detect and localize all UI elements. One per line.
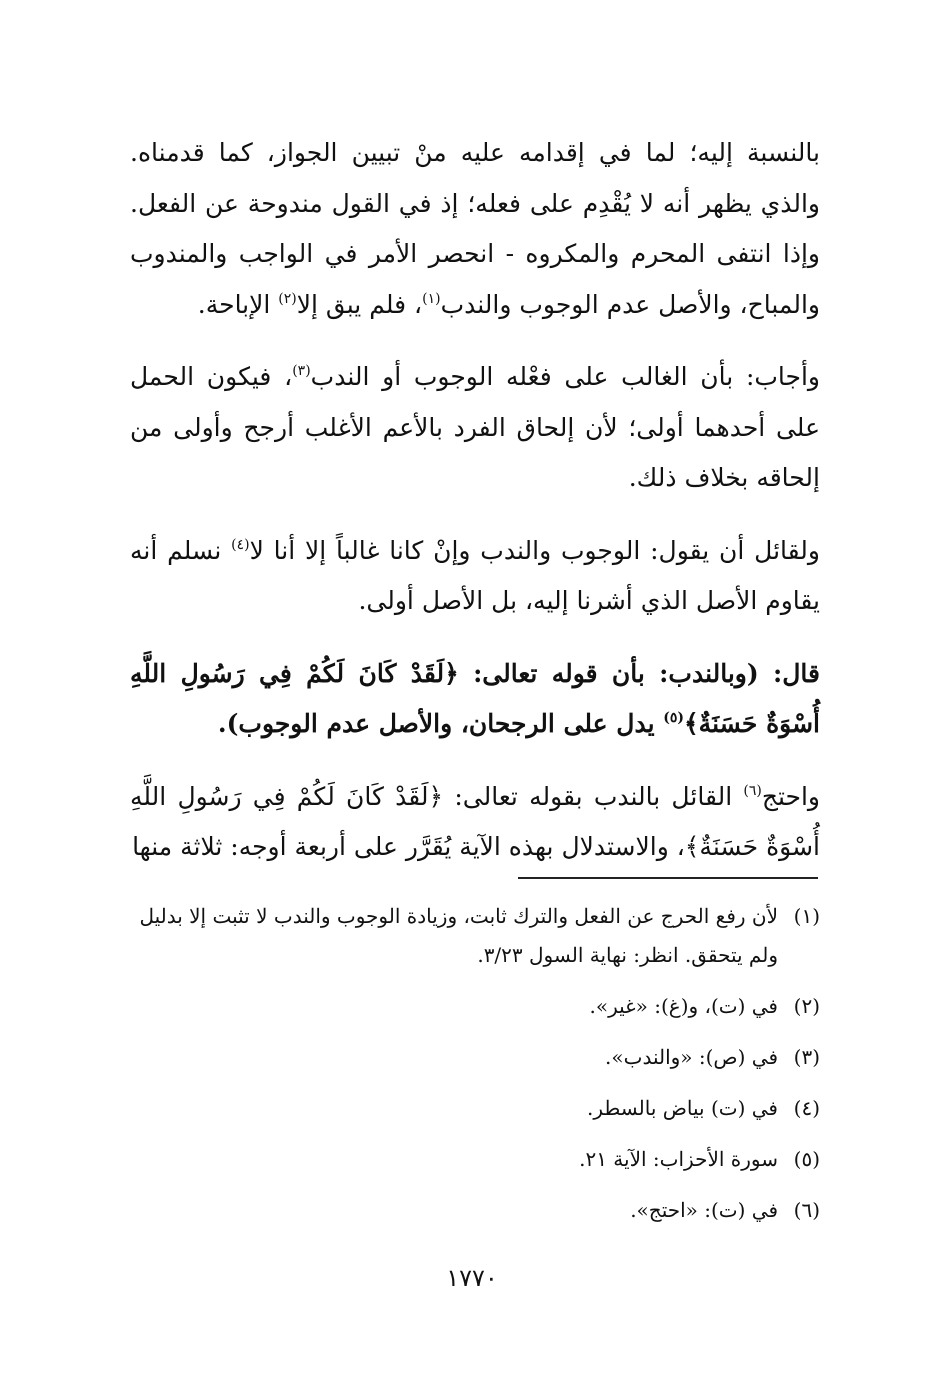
footnote	[130, 1089, 820, 1128]
paragraph	[130, 772, 820, 873]
footnote-number: (٥)	[793, 1147, 820, 1171]
main-text	[130, 128, 820, 873]
paragraph-text: ، فيكون الحمل على أحدهما أولى؛ لأن إلحاق الفرد بالأعم الأغلب أرجح وأولى من إلحاقه بخلاف ذلك.	[130, 362, 820, 492]
footnote-text: في (ت): «احتج».	[630, 1198, 778, 1222]
footnote	[130, 897, 820, 975]
footnote-text: في (ت) بياض بالسطر.	[586, 1096, 778, 1120]
paragraph-text: ، فلم يبق إلا	[296, 289, 423, 319]
footnote-ref: (١)	[422, 290, 441, 307]
paragraph-text: القائل بالندب بقوله تعالى: ﴿لَقَدْ كَانَ لَكُمْ فِي رَسُولِ اللَّهِ أُسْوَةٌ حَسَنَةٌ﴾، والاستدلال بهذه الآية يُقَرَّر على أربعة أوجه: ثلاثة منها	[130, 781, 820, 861]
paragraph	[130, 352, 820, 504]
paragraph-text: يدل على الرجحان، والأصل عدم الوجوب).	[217, 709, 664, 738]
footnote-number: (٤)	[793, 1096, 820, 1120]
footnote-text: لأن رفع الحرج عن الفعل والترك ثابت، وزيادة الوجوب والندب لا تثبت إلا بدليل	[139, 904, 778, 928]
quoted-matn	[130, 649, 820, 750]
paragraph-text: الإباحة.	[197, 289, 279, 319]
footnote-number: (٦)	[793, 1198, 820, 1222]
paragraph-text: قال: (وبالندب: بأن قوله تعالى: ﴿لَقَدْ كَانَ لَكُمْ فِي رَسُولِ اللَّهِ أُسْوَةٌ حَسَنَةٌ﴾	[130, 658, 820, 738]
footnote	[130, 1140, 820, 1179]
paragraph-text: وأجاب: بأن الغالب على فعْله الوجوب أو الندب	[310, 362, 821, 391]
footnotes	[130, 897, 820, 1242]
footnote-text: في (ت)، و(غ): «غير».	[589, 994, 778, 1018]
footnote-ref: (٦)	[743, 782, 762, 799]
footnote-number: (٣)	[793, 1045, 820, 1069]
footnote-divider	[518, 877, 818, 879]
footnote	[130, 987, 820, 1026]
paragraph	[130, 526, 820, 627]
footnote-text: سورة الأحزاب: الآية ٢١.	[579, 1147, 778, 1171]
footnote-number: (٢)	[793, 994, 820, 1018]
page-number: ١٧٧٠	[446, 1264, 498, 1292]
footnote-text: ولم يتحقق. انظر: نهاية السول ٣/٢٣.	[477, 943, 778, 967]
paragraph	[130, 128, 820, 330]
footnote-ref: (٥)	[663, 710, 685, 726]
footnote-ref: (٣)	[292, 363, 311, 379]
footnote	[130, 1191, 820, 1230]
footnote-number: (١)	[793, 904, 820, 928]
paragraph-text: واحتج	[761, 781, 820, 811]
paragraph-text: بالنسبة إليه؛ لما في إقدامه عليه منْ تبيين الجواز، كما قدمناه. والذي يظهر أنه لا يُقْدِم على فعله؛ إذ في القول مندوحة عن الفعل. وإذا انتفى المحرم والمكروه - انحصر الأمر في الواجب والمندوب والمباح، والأصل عدم الوجوب والندب	[130, 138, 820, 319]
footnote	[130, 1038, 820, 1077]
footnote-ref: (٢)	[278, 290, 297, 307]
paragraph-text: ولقائل أن يقول: الوجوب والندب وإنْ كانا غالباً إلا أنا لا	[249, 535, 820, 565]
footnote-text: في (ص): «والندب».	[605, 1045, 778, 1069]
footnote-ref: (٤)	[231, 536, 250, 553]
paragraph-text: نسلم أنه يقاوم الأصل الذي أشرنا إليه، بل الأصل أولى.	[130, 535, 820, 615]
